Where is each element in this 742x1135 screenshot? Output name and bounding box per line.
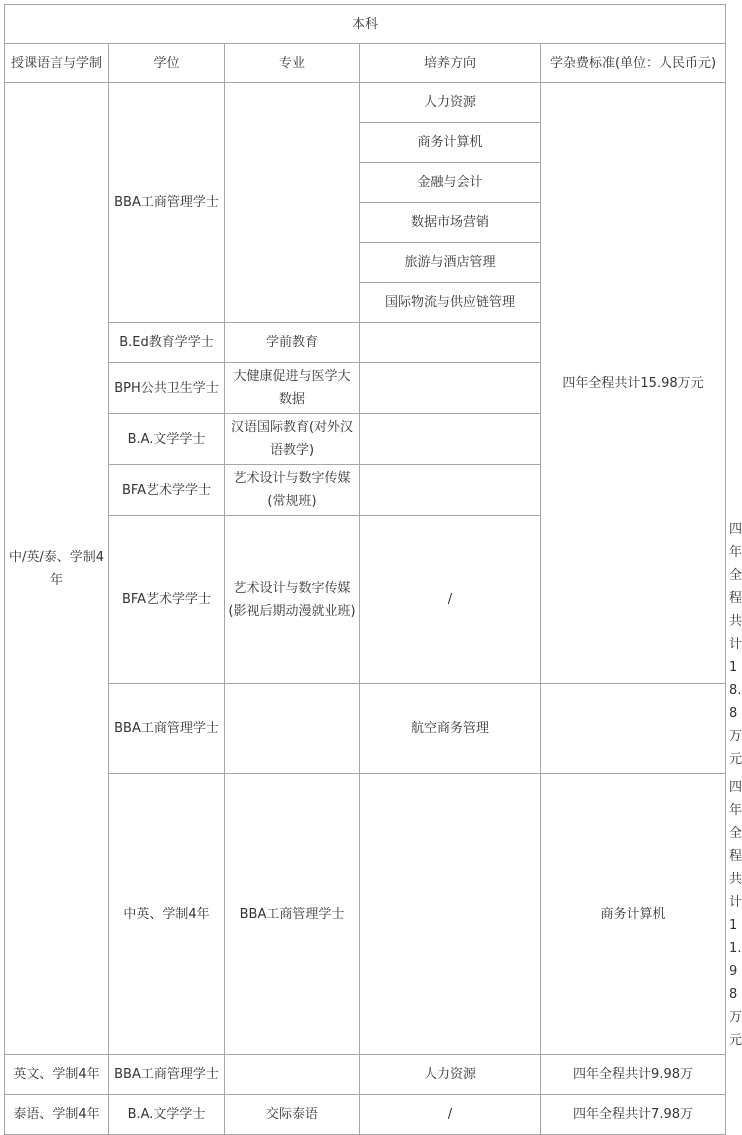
table-row [5,83,726,123]
language-cell: 英文、学制4年 [5,1055,109,1095]
language-cell: 中/英/泰、学制4年 [5,83,109,1055]
direction-cell-empty [360,414,541,465]
direction-cell-empty [360,363,541,414]
major-cell-empty [360,774,541,1055]
major-cell-empty [225,83,360,323]
language-cell: 泰语、学制4年 [5,1095,109,1135]
major-cell: 艺术设计与数字传媒(影视后期动漫就业班) [225,516,360,684]
table-row [5,1095,726,1135]
direction-cell: 旅游与酒店管理 [360,243,541,283]
header-direction: 培养方向 [360,44,541,83]
header-major: 专业 [225,44,360,83]
direction-cell-empty [360,465,541,516]
degree-cell: BBA工商管理学士 [225,774,360,1055]
fee-cell: 四年全程共计7.98万 [541,1095,726,1135]
header-degree: 学位 [109,44,225,83]
major-cell: 大健康促进与医学大数据 [225,363,360,414]
direction-cell: 商务计算机 [541,774,726,1055]
major-cell: 汉语国际教育(对外汉语教学) [225,414,360,465]
header-row [5,44,726,83]
degree-cell: BBA工商管理学士 [109,1055,225,1095]
direction-cell: 人力资源 [360,83,541,123]
direction-cell: / [360,516,541,684]
table-row: BFA艺术学学士 艺术设计与数字传媒(影视后期动漫就业班) / 四年全程共计18.8万元 [5,516,726,684]
degree-cell: BBA工商管理学士 [109,684,225,774]
major-cell: 学前教育 [225,323,360,363]
degree-cell: BBA工商管理学士 [109,83,225,323]
degree-cell: B.A.文学学士 [109,414,225,465]
table-title: 本科 [5,5,726,44]
table-row: 中英、学制4年 BBA工商管理学士 商务计算机 四年全程共计11.98万元 [5,774,726,1055]
major-cell: 艺术设计与数字传媒(常规班) [225,465,360,516]
direction-cell-empty [360,323,541,363]
table-row [5,1055,726,1095]
direction-cell: 航空商务管理 [360,684,541,774]
header-language: 授课语言与学制 [5,44,109,83]
degree-cell: BFA艺术学学士 [109,465,225,516]
degree-cell: B.A.文学学士 [109,1095,225,1135]
major-cell-empty [225,684,360,774]
major-cell: 交际泰语 [225,1095,360,1135]
direction-cell: 数据市场营销 [360,203,541,243]
direction-cell: 国际物流与供应链管理 [360,283,541,323]
degree-cell: B.Ed教育学学士 [109,323,225,363]
degree-cell: BPH公共卫生学士 [109,363,225,414]
direction-cell: 商务计算机 [360,123,541,163]
fee-cell: 四年全程共计15.98万元 [541,83,726,684]
degree-cell: BFA艺术学学士 [109,516,225,684]
direction-cell: 金融与会计 [360,163,541,203]
direction-cell: 人力资源 [360,1055,541,1095]
table-row [5,684,726,774]
direction-cell: / [360,1095,541,1135]
language-cell: 中英、学制4年 [109,774,225,1055]
major-cell-empty [225,1055,360,1095]
header-fee: 学杂费标准(单位：人民币元) [541,44,726,83]
fee-cell: 四年全程共计9.98万 [541,1055,726,1095]
tuition-table [4,4,742,1135]
title-row [5,5,726,44]
